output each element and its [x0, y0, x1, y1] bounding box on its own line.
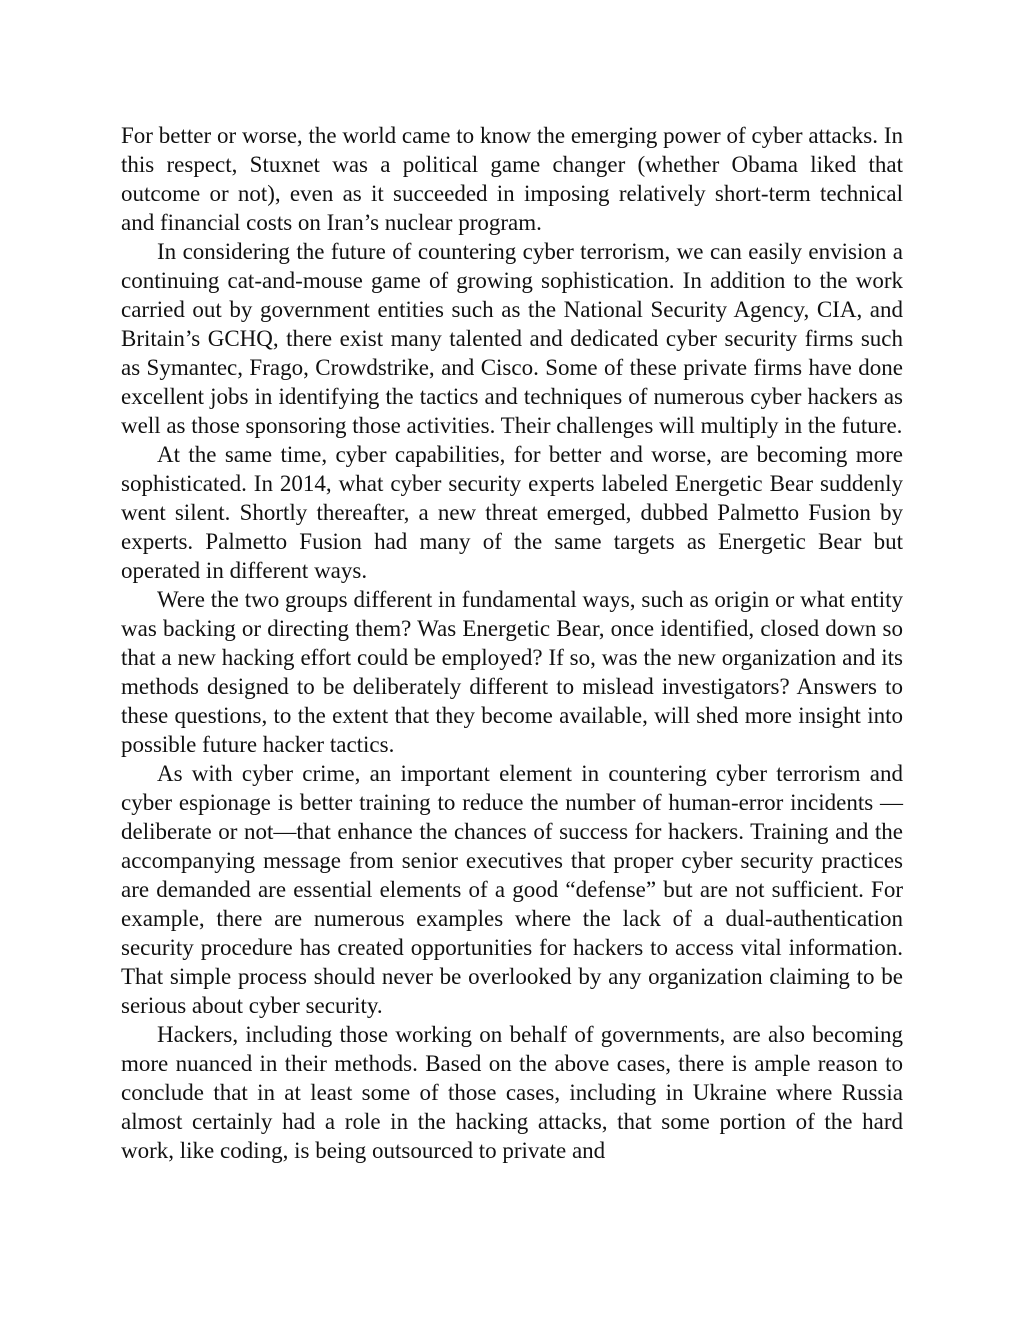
paragraph-6: Hackers, including those working on behalf of governments, are also becoming more nuanced in their methods. Based on the above cases, there is ample reason to conclude that in at least some of those cases, including in Ukraine where Russia almost certainly had a role in the hacking attacks, that some portion of the hard work, like coding, is being outsourced to private and: [121, 1022, 903, 1163]
paragraph-2: In considering the future of countering cyber terrorism, we can easily envision a continuing cat-and-mouse game of growing sophistication. In addition to the work carried out by government entities such as the National Security Agency, CIA, and Britain’s GCHQ, there exist many talented and dedicated cyber security firms such as Symantec, Frago, Crowdstrike, and Cisco. Some of these private firms have done excellent jobs in identifying the tactics and techniques of numerous cyber hackers as well as those sponsoring those activities. Their challenges will multiply in the future.: [121, 239, 903, 438]
paragraph-1: For better or worse, the world came to know the emerging power of cyber attacks. In this respect, Stuxnet was a political game changer (whether Obama liked that outcome or not), even as it succeeded in imposing relatively short-term technical and financial costs on Iran’s nuclear program.: [121, 123, 903, 235]
paragraph-4: Were the two groups different in fundamental ways, such as origin or what entity was backing or directing them? Was Energetic Bear, once identified, closed down so that a new hacking effort could be employed? If so, was the new organization and its methods designed to be deliberately different to mislead investigators? Answers to these questions, to the extent that they become available, will shed more insight into possible future hacker tactics.: [121, 587, 903, 757]
paragraph-3: At the same time, cyber capabilities, for better and worse, are becoming more sophisticated. In 2014, what cyber security experts labeled Energetic Bear suddenly went silent. Shortly thereafter, a new threat emerged, dubbed Palmetto Fusion by experts. Palmetto Fusion had many of the same targets as Energetic Bear but operated in different ways.: [121, 442, 903, 583]
paragraph-5: As with cyber crime, an important element in countering cyber terrorism and cyber espionage is better training to reduce the number of human-error incidents —deliberate or not—that enhance the chances of success for hackers. Training and the accompanying message from senior executives that proper cyber security practices are demanded are essential elements of a good “defense” but are not sufficient. For example, there are numerous examples where the lack of a dual-authentication security procedure has created opportunities for hackers to access vital information. That simple process should never be overlooked by any organization claiming to be serious about cyber security.: [121, 761, 903, 1018]
document-page: [121, 121, 903, 1165]
